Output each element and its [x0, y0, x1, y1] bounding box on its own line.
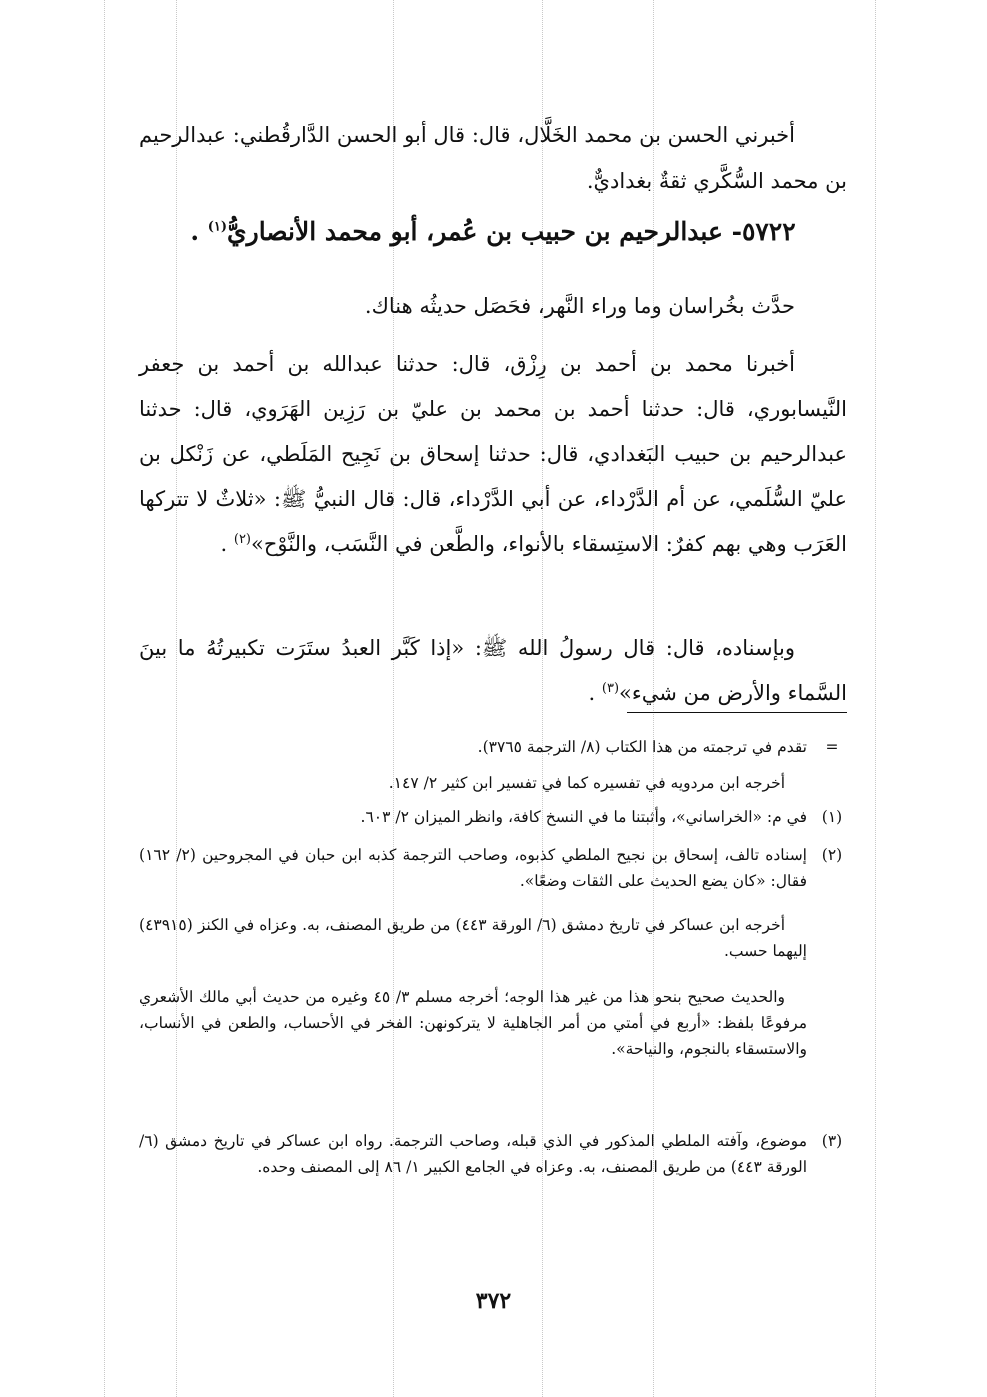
footnote-item: [139, 842, 847, 894]
entry-heading-text: ٥٧٢٢- عبدالرحيم بن حبيب بن عُمر، أبو محمد الأنصاريُّ: [227, 217, 796, 246]
intro-paragraph: أخبرني الحسن بن محمد الخَلَّال، قال: قال أبو الحسن الدَّارقُطني: عبدالرحيم بن محمد السُّكَّري ثقةٌ بغداديٌّ.: [139, 123, 847, 193]
hadith-text-2: وبإسناده، قال: قال رسولُ الله ﷺ: «إذا كَبَّر العبدُ ستَرَت تكبيرتُهُ ما بينَ السَّماء والأرض من شيء»: [139, 636, 847, 705]
footnote-item: [139, 1128, 847, 1180]
footnote-text: أخرجه ابن مردويه في تفسيره كما في تفسير ابن كثير ٢/ ١٤٧.: [388, 774, 785, 792]
footnote-text: تقدم في ترجمته من هذا الكتاب (٨/ الترجمة ٣٧٦٥).: [477, 738, 807, 756]
footnote-separator: [627, 712, 847, 713]
hadith-paragraph-2: [139, 626, 847, 716]
hadith-end-2: .: [588, 681, 596, 705]
footnote-ref: (٣): [601, 681, 620, 696]
entry-summary: حدَّث بخُراسان وما وراء النَّهر، فحَصَل حديثُه هناك.: [364, 294, 795, 318]
scan-dotted-line: [104, 0, 105, 1397]
footnote-item: [139, 912, 847, 964]
footnote-item: [139, 804, 847, 830]
footnote-mark: (٢): [821, 846, 843, 864]
hadith-paragraph-1: [139, 342, 847, 567]
footnote-item: [139, 984, 847, 1062]
heading-end: .: [190, 217, 200, 246]
footnote-mark: (١): [821, 808, 843, 826]
footnote-text: والحديث صحيح بنحو هذا من غير هذا الوجه؛ أخرجه مسلم ٣/ ٤٥ وغيره من حديث أبي مالك الأشعري مرفوعًا بلفظ: «أربع في أمتي من أمر الجاهلية لا يتركونهن: الفخر في الأحساب، والطعن في الأنساب، والاستسقاء بالنجوم، والنياحة».: [139, 988, 807, 1058]
page-number: ٣٧٢: [475, 1288, 512, 1314]
footnote-text: أخرجه ابن عساكر في تاريخ دمشق (٦/ الورقة ٤٤٣) من طريق المصنف، به. وعزاه في الكنز (٤٣٩١٥) إليهما حسب.: [139, 916, 807, 960]
hadith-text-1: أخبرنا محمد بن أحمد بن رِزْق، قال: حدثنا عبدالله بن أحمد بن جعفر النَّيسابوري، قال: حدثنا أحمد بن محمد بن عليّ بن رَزِين الهَرَوي، قال: حدثنا عبدالرحيم بن حبيب البَغدادي، قال: حدثنا إسحاق بن نَجِيح المَلَطي، عن زَنْكل بن عليّ السُّلَمي، عن أم الدَّرْداء، عن أبي الدَّرْداء، قال: قال النبيُّ ﷺ: «ثلاثٌ لا تتركها العَرَب وهي بهم كفرٌ: الاستِسقاء بالأنواء، والطَّعن في النَّسَب، والنَّوْح»: [139, 352, 847, 556]
scan-dotted-line: [875, 0, 876, 1397]
footnote-mark: =: [825, 738, 839, 756]
footnote-item: [139, 770, 847, 796]
footnote-ref: (٢): [233, 532, 251, 547]
footnote-text: موضوع، وآفته الملطي المذكور في الذي قبله، وصاحب الترجمة. رواه ابن عساكر في تاريخ دمشق (٦/ الورقة ٤٤٣) من طريق المصنف، به. وعزاه في الجامع الكبير ١/ ٨٦ إلى المصنف وحده.: [139, 1132, 807, 1176]
footnote-text: في م: «الخراساني»، وأثبتنا ما في النسخ كافة، وانظر الميزان ٢/ ٦٠٣.: [360, 808, 807, 826]
footnote-ref: (١): [207, 219, 228, 235]
entry-heading: [139, 212, 847, 252]
hadith-end-1: .: [220, 532, 228, 556]
footnote-item: [139, 734, 847, 760]
footnote-text: إسناده تالف، إسحاق بن نجيح الملطي كذبوه، وصاحب الترجمة كذبه ابن حبان في المجروحين (٢/ ١٦٢) فقال: «كان يضع الحديث على الثقات وضعًا».: [139, 846, 807, 890]
footnote-mark: (٣): [821, 1132, 843, 1150]
